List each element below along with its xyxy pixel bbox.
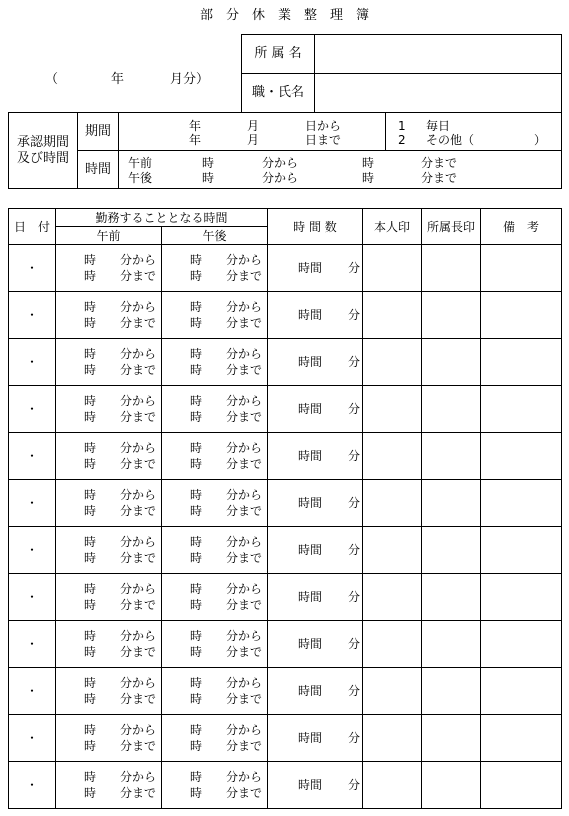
am-from-min: 分から — [120, 770, 157, 784]
am-until-min: 分まで — [120, 739, 157, 753]
to-year: 年 — [189, 132, 202, 147]
pm-hour1: 時 — [202, 170, 215, 185]
am-until-min: 分まで — [120, 692, 157, 706]
option-2-num: 2 — [398, 132, 406, 147]
date-cell[interactable]: ・ — [9, 386, 56, 433]
hours-cell[interactable] — [268, 245, 363, 292]
pm-time-cell[interactable] — [162, 292, 268, 339]
personal-seal-cell[interactable] — [363, 527, 422, 574]
date-cell[interactable]: ・ — [9, 339, 56, 386]
frequency-options[interactable] — [386, 113, 562, 151]
am-until-hour: 時 — [84, 504, 97, 518]
date-cell[interactable]: ・ — [9, 621, 56, 668]
pm-from-min: 分から — [226, 347, 263, 361]
minutes-unit: 分 — [348, 543, 361, 557]
hours-cell[interactable] — [268, 574, 363, 621]
hours-cell[interactable] — [268, 621, 363, 668]
period-year: 年 — [111, 72, 125, 87]
am-until-hour: 時 — [84, 598, 97, 612]
minutes-unit: 分 — [348, 496, 361, 510]
date-cell[interactable]: ・ — [9, 527, 56, 574]
hours-cell[interactable] — [268, 668, 363, 715]
period-open: （ — [45, 72, 59, 87]
personal-seal-cell[interactable] — [363, 292, 422, 339]
pm-from-hour: 時 — [190, 629, 203, 643]
personal-seal-cell[interactable] — [363, 433, 422, 480]
am-time-cell[interactable] — [56, 433, 162, 480]
am-hour2: 時 — [362, 155, 375, 170]
table-row — [9, 433, 562, 480]
table-row — [9, 668, 562, 715]
personal-seal-cell[interactable] — [363, 480, 422, 527]
minutes-unit: 分 — [348, 731, 361, 745]
pm-until-hour: 時 — [190, 363, 203, 377]
am-time-cell[interactable] — [56, 480, 162, 527]
date-cell[interactable]: ・ — [9, 762, 56, 809]
hours-unit: 時間 — [298, 778, 323, 792]
pm-until-hour: 時 — [190, 692, 203, 706]
remarks-cell[interactable] — [481, 621, 562, 668]
date-cell[interactable]: ・ — [9, 433, 56, 480]
pm-until-hour: 時 — [190, 739, 203, 753]
pm-from-hour: 時 — [190, 582, 203, 596]
am-time-cell[interactable] — [56, 527, 162, 574]
remarks-cell[interactable] — [481, 527, 562, 574]
pm-until-hour: 時 — [190, 598, 203, 612]
pm-from-hour: 時 — [190, 488, 203, 502]
date-cell[interactable]: ・ — [9, 574, 56, 621]
dept-field[interactable] — [315, 35, 562, 74]
pm-from-min: 分から — [226, 629, 263, 643]
remarks-cell[interactable] — [481, 574, 562, 621]
minutes-unit: 分 — [348, 590, 361, 604]
table-row — [9, 621, 562, 668]
pm-until-hour: 時 — [190, 786, 203, 800]
minutes-unit: 分 — [348, 449, 361, 463]
am-until-hour: 時 — [84, 551, 97, 565]
am-from-min: 分から — [120, 253, 157, 267]
pm-until-hour: 時 — [190, 645, 203, 659]
table-row — [9, 527, 562, 574]
hours-cell[interactable] — [268, 715, 363, 762]
pm-until-hour: 時 — [190, 269, 203, 283]
pm-from-min: 分から — [226, 488, 263, 502]
pm-until-min: 分まで — [226, 363, 263, 377]
chief-seal-cell[interactable] — [422, 339, 481, 386]
pm-until-min: 分まで — [226, 504, 263, 518]
pm-time-cell[interactable] — [162, 339, 268, 386]
hours-unit: 時間 — [298, 590, 323, 604]
hours-cell[interactable] — [268, 762, 363, 809]
am-until: 分まで — [421, 155, 458, 170]
am-time-cell[interactable] — [56, 574, 162, 621]
date-cell[interactable]: ・ — [9, 245, 56, 292]
am-from-min: 分から — [120, 441, 157, 455]
minutes-unit: 分 — [348, 637, 361, 651]
header-date: 日 付 — [9, 209, 56, 245]
chief-seal-cell[interactable] — [422, 245, 481, 292]
am-time-cell[interactable] — [56, 762, 162, 809]
chief-seal-cell[interactable] — [422, 668, 481, 715]
am-from-min: 分から — [120, 629, 157, 643]
name-label: 職・氏名 — [242, 74, 315, 113]
chief-seal-cell[interactable] — [422, 292, 481, 339]
time-label: 時間 — [78, 151, 119, 189]
to-day: 日まで — [305, 132, 342, 147]
remarks-cell[interactable] — [481, 339, 562, 386]
am-until-hour: 時 — [84, 692, 97, 706]
date-cell[interactable]: ・ — [9, 292, 56, 339]
remarks-cell[interactable] — [481, 245, 562, 292]
header-am: 午前 — [56, 227, 162, 245]
pm-from-hour: 時 — [190, 347, 203, 361]
pm-from-min: 分から — [226, 441, 263, 455]
pm-until-hour: 時 — [190, 410, 203, 424]
option-1-text: 毎日 — [426, 118, 451, 133]
pm-from-hour: 時 — [190, 770, 203, 784]
am-until-min: 分まで — [120, 410, 157, 424]
pm-until-hour: 時 — [190, 551, 203, 565]
pm-from-hour: 時 — [190, 723, 203, 737]
am-from-min: 分から — [120, 676, 157, 690]
period-month: 月分） — [170, 72, 210, 87]
approval-label-line2: 及び時間 — [16, 150, 69, 166]
chief-seal-cell[interactable] — [422, 762, 481, 809]
minutes-unit: 分 — [348, 778, 361, 792]
from-year: 年 — [189, 118, 202, 133]
header-chief-seal: 所属長印 — [422, 209, 481, 245]
am-until-min: 分まで — [120, 598, 157, 612]
table-row — [9, 574, 562, 621]
am-until-min: 分まで — [120, 504, 157, 518]
pm-time-cell[interactable] — [162, 715, 268, 762]
pm-from-min: 分から — [226, 535, 263, 549]
table-row — [9, 715, 562, 762]
pm-time-cell[interactable] — [162, 386, 268, 433]
hours-unit: 時間 — [298, 637, 323, 651]
pm-until-hour: 時 — [190, 457, 203, 471]
table-row — [9, 762, 562, 809]
header-hours: 時 間 数 — [268, 209, 363, 245]
am-time-cell[interactable] — [56, 621, 162, 668]
pm-time-cell[interactable] — [162, 527, 268, 574]
pm-time-cell[interactable] — [162, 621, 268, 668]
pm-from-hour: 時 — [190, 253, 203, 267]
pm-until-min: 分まで — [226, 692, 263, 706]
date-cell[interactable]: ・ — [9, 480, 56, 527]
pm-from-min: 分から — [226, 770, 263, 784]
pm-until-hour: 時 — [190, 504, 203, 518]
am-from-min: 分から — [120, 723, 157, 737]
hours-cell[interactable] — [268, 339, 363, 386]
pm-from-min: 分から — [226, 582, 263, 596]
am-until-hour: 時 — [84, 645, 97, 659]
from-month: 月 — [247, 118, 260, 133]
table-row — [9, 245, 562, 292]
table-row — [9, 480, 562, 527]
personal-seal-cell[interactable] — [363, 715, 422, 762]
am-from-hour: 時 — [84, 300, 97, 314]
pm-from-min: 分から — [226, 676, 263, 690]
minutes-unit: 分 — [348, 684, 361, 698]
pm-until-min: 分まで — [226, 786, 263, 800]
hours-unit: 時間 — [298, 308, 323, 322]
pm-until-min: 分まで — [226, 598, 263, 612]
remarks-cell[interactable] — [481, 762, 562, 809]
record-rows — [9, 245, 562, 809]
header-remarks: 備 考 — [481, 209, 562, 245]
hours-unit: 時間 — [298, 355, 323, 369]
am-from-hour: 時 — [84, 441, 97, 455]
am-from: 分から — [262, 155, 299, 170]
minutes-unit: 分 — [348, 261, 361, 275]
pm-from-hour: 時 — [190, 676, 203, 690]
am-from-min: 分から — [120, 535, 157, 549]
remarks-cell[interactable] — [481, 386, 562, 433]
am-until-min: 分まで — [120, 457, 157, 471]
am-from-hour: 時 — [84, 394, 97, 408]
am-from-hour: 時 — [84, 488, 97, 502]
dept-label: 所 属 名 — [242, 35, 315, 74]
am-until-min: 分まで — [120, 551, 157, 565]
pm-from-hour: 時 — [190, 441, 203, 455]
personal-seal-cell[interactable] — [363, 621, 422, 668]
pm-until: 分まで — [421, 170, 458, 185]
pm-until-min: 分まで — [226, 645, 263, 659]
table-row — [9, 292, 562, 339]
hours-unit: 時間 — [298, 261, 323, 275]
pm-from-min: 分から — [226, 723, 263, 737]
am-from-hour: 時 — [84, 629, 97, 643]
am-from-min: 分から — [120, 488, 157, 502]
hours-unit: 時間 — [298, 543, 323, 557]
am-time-cell[interactable] — [56, 339, 162, 386]
am-from-hour: 時 — [84, 676, 97, 690]
am-from-hour: 時 — [84, 253, 97, 267]
pm-until-min: 分まで — [226, 551, 263, 565]
chief-seal-cell[interactable] — [422, 480, 481, 527]
hours-unit: 時間 — [298, 449, 323, 463]
pm-time-cell[interactable] — [162, 668, 268, 715]
name-field[interactable] — [315, 74, 562, 113]
hours-cell[interactable] — [268, 386, 363, 433]
hours-unit: 時間 — [298, 731, 323, 745]
date-cell[interactable]: ・ — [9, 668, 56, 715]
am-from-min: 分から — [120, 394, 157, 408]
remarks-cell[interactable] — [481, 715, 562, 762]
hours-cell[interactable] — [268, 433, 363, 480]
remarks-cell[interactable] — [481, 292, 562, 339]
am-time-cell[interactable] — [56, 245, 162, 292]
am-time-cell[interactable] — [56, 386, 162, 433]
pm-until-hour: 時 — [190, 316, 203, 330]
minutes-unit: 分 — [348, 355, 361, 369]
remarks-cell[interactable] — [481, 433, 562, 480]
minutes-unit: 分 — [348, 402, 361, 416]
from-day: 日から — [305, 118, 342, 133]
table-row — [9, 386, 562, 433]
approval-times[interactable] — [119, 151, 562, 189]
am-time-cell[interactable] — [56, 715, 162, 762]
personal-seal-cell[interactable] — [363, 762, 422, 809]
to-month: 月 — [247, 132, 260, 147]
pm-time-cell[interactable] — [162, 245, 268, 292]
am-until-min: 分まで — [120, 316, 157, 330]
table-row — [9, 339, 562, 386]
pm-from-min: 分から — [226, 300, 263, 314]
pm-from-min: 分から — [226, 253, 263, 267]
am-until-min: 分まで — [120, 786, 157, 800]
approval-label — [9, 113, 78, 189]
pm-from-hour: 時 — [190, 535, 203, 549]
period-label: 期間 — [78, 113, 119, 151]
pm-from-hour: 時 — [190, 394, 203, 408]
option-1-num: 1 — [398, 118, 406, 133]
minutes-unit: 分 — [348, 308, 361, 322]
chief-seal-cell[interactable] — [422, 527, 481, 574]
pm-hour2: 時 — [362, 170, 375, 185]
am-until-hour: 時 — [84, 457, 97, 471]
approval-label-line1: 承認期間 — [16, 134, 69, 150]
pm-until-min: 分まで — [226, 410, 263, 424]
am-from-hour: 時 — [84, 723, 97, 737]
header-pm: 午後 — [162, 227, 268, 245]
am-from-hour: 時 — [84, 535, 97, 549]
am-until-hour: 時 — [84, 739, 97, 753]
pm-time-cell[interactable] — [162, 433, 268, 480]
am-hour1: 時 — [202, 155, 215, 170]
am-from-min: 分から — [120, 300, 157, 314]
chief-seal-cell[interactable] — [422, 621, 481, 668]
am-from-min: 分から — [120, 582, 157, 596]
pm-until-min: 分まで — [226, 269, 263, 283]
personal-seal-cell[interactable] — [363, 574, 422, 621]
form-title: 部 分 休 業 整 理 簿 — [199, 8, 369, 23]
am-until-hour: 時 — [84, 269, 97, 283]
chief-seal-cell[interactable] — [422, 433, 481, 480]
pm-from: 分から — [262, 170, 299, 185]
remarks-cell[interactable] — [481, 480, 562, 527]
am-from-hour: 時 — [84, 347, 97, 361]
am-until-min: 分まで — [120, 269, 157, 283]
option-2-text: その他（ ） — [426, 132, 547, 147]
record-table — [8, 208, 562, 809]
am-label: 午前 — [128, 155, 153, 170]
pm-until-min: 分まで — [226, 316, 263, 330]
am-until-hour: 時 — [84, 363, 97, 377]
personal-seal-cell[interactable] — [363, 245, 422, 292]
am-until-hour: 時 — [84, 410, 97, 424]
hours-unit: 時間 — [298, 684, 323, 698]
personal-seal-cell[interactable] — [363, 339, 422, 386]
hours-unit: 時間 — [298, 402, 323, 416]
pm-time-cell[interactable] — [162, 762, 268, 809]
hours-cell[interactable] — [268, 527, 363, 574]
hours-cell[interactable] — [268, 480, 363, 527]
pm-until-min: 分まで — [226, 457, 263, 471]
period-dates[interactable] — [119, 113, 386, 151]
pm-time-cell[interactable] — [162, 574, 268, 621]
pm-until-min: 分まで — [226, 739, 263, 753]
personal-seal-cell[interactable] — [363, 668, 422, 715]
pm-time-cell[interactable] — [162, 480, 268, 527]
personal-seal-cell[interactable] — [363, 386, 422, 433]
am-from-min: 分から — [120, 347, 157, 361]
am-time-cell[interactable] — [56, 292, 162, 339]
hours-cell[interactable] — [268, 292, 363, 339]
chief-seal-cell[interactable] — [422, 715, 481, 762]
date-cell[interactable]: ・ — [9, 715, 56, 762]
am-until-min: 分まで — [120, 645, 157, 659]
hours-unit: 時間 — [298, 496, 323, 510]
am-until-hour: 時 — [84, 316, 97, 330]
header-work-time: 勤務することとなる時間 — [56, 209, 268, 227]
header-personal-seal: 本人印 — [363, 209, 422, 245]
pm-from-hour: 時 — [190, 300, 203, 314]
affiliation-table — [241, 34, 562, 113]
am-from-hour: 時 — [84, 582, 97, 596]
am-time-cell[interactable] — [56, 668, 162, 715]
am-until-hour: 時 — [84, 786, 97, 800]
pm-from-min: 分から — [226, 394, 263, 408]
am-until-min: 分まで — [120, 363, 157, 377]
approval-table — [8, 112, 562, 189]
chief-seal-cell[interactable] — [422, 386, 481, 433]
remarks-cell[interactable] — [481, 668, 562, 715]
pm-label: 午後 — [128, 170, 153, 185]
am-from-hour: 時 — [84, 770, 97, 784]
chief-seal-cell[interactable] — [422, 574, 481, 621]
